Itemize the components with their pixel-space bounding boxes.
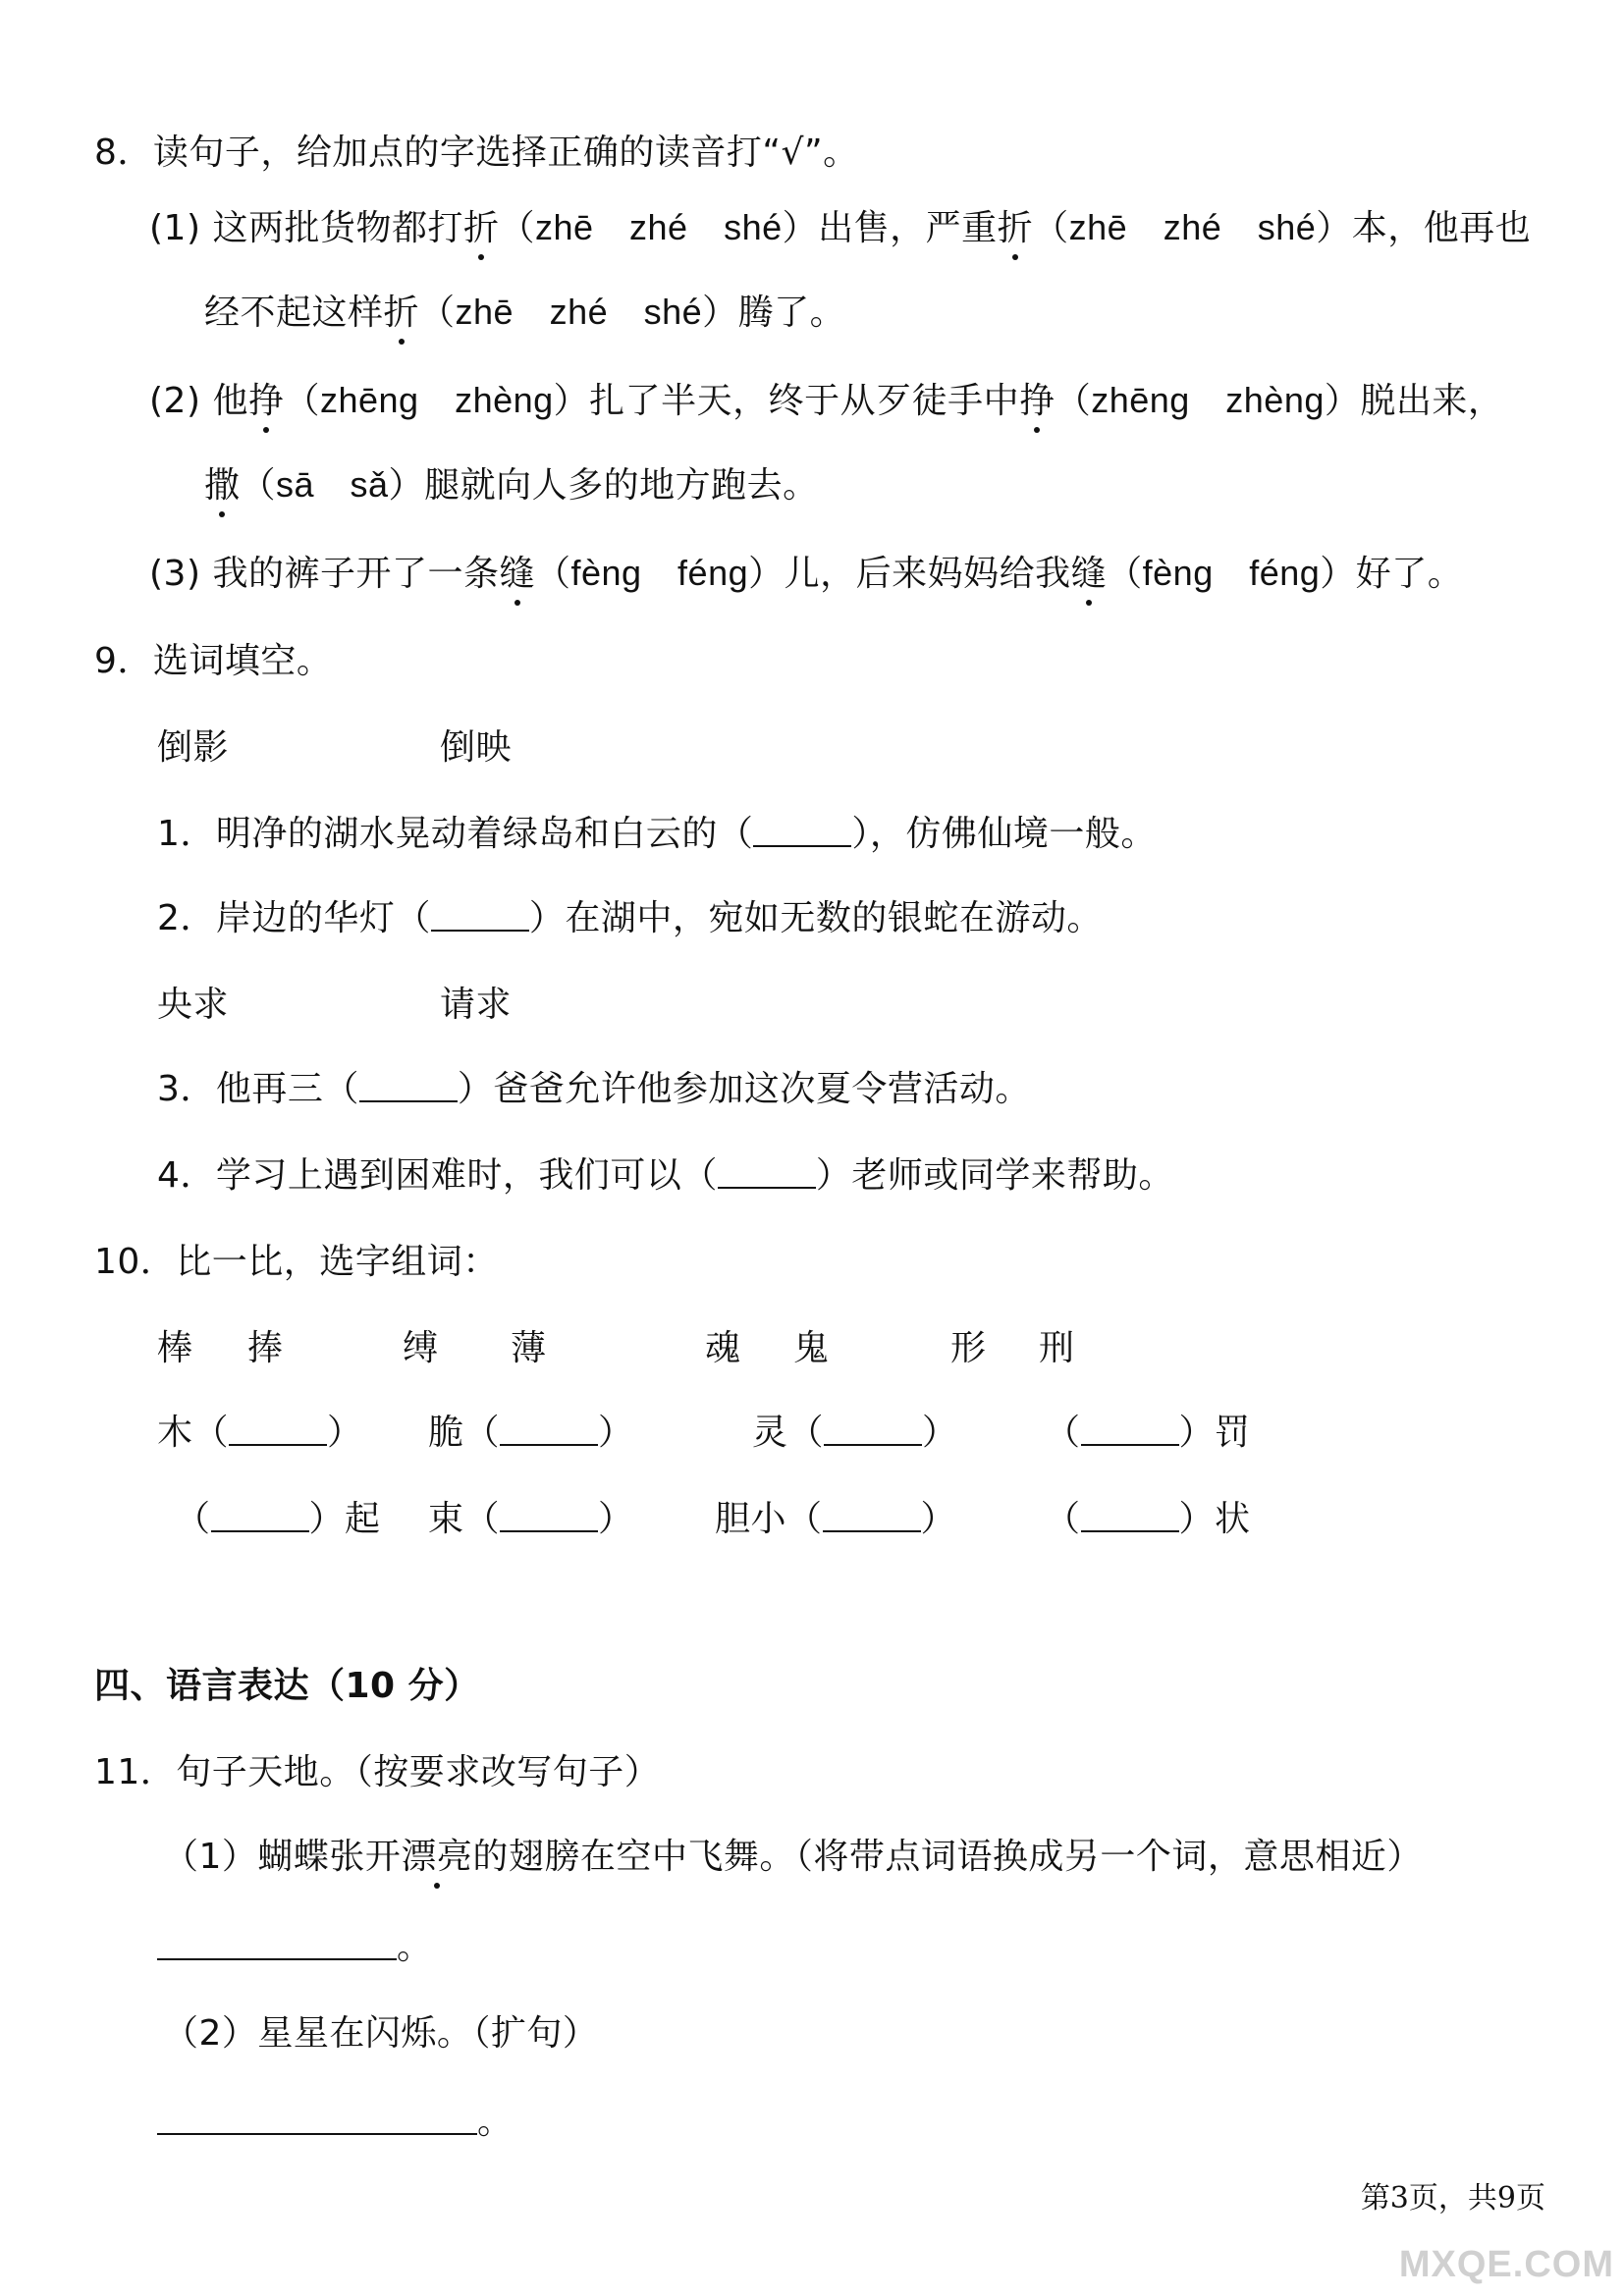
answer-line[interactable]: [157, 2104, 477, 2135]
q9-word-c: 央求: [157, 985, 230, 1025]
q10-char: 薄: [511, 1328, 547, 1368]
q10-r1-a: 木（ ）: [157, 1413, 363, 1453]
q8-p2-num: (2): [149, 381, 201, 421]
answer-blank[interactable]: [211, 1501, 309, 1532]
q8-p2-line1: (2) 他挣（zhēng zhèng）扎了半天，终于从歹徒手中挣（zhēng zhèng）脱出来，: [149, 377, 1503, 425]
q8-p3-num: (3): [149, 554, 201, 594]
q9-word-d: 请求: [440, 985, 513, 1025]
pinyin-options[interactable]: （zhē zhé shé）: [1033, 207, 1352, 247]
answer-blank[interactable]: [1081, 1415, 1179, 1446]
q11-answer-2: 。: [157, 2099, 514, 2146]
dotted-char: 折: [463, 205, 500, 252]
q10-r2-a: （ ）起: [175, 1499, 381, 1539]
dotted-char: 折: [998, 205, 1034, 252]
dotted-char: 撒: [204, 462, 241, 509]
pinyin-options[interactable]: （zhē zhé shé）: [499, 207, 819, 247]
q8-p3-line1: (3) 我的裤子开了一条缝（fèng féng）儿，后来妈妈给我缝（fèng féng）好了。: [149, 550, 1463, 598]
q10-char: 捧: [247, 1328, 284, 1368]
q11-title: 11．句子天地。（按要求改写句子）: [94, 1752, 661, 1792]
q9-sentence-1: 1．明净的湖水晃动着绿岛和白云的（ ），仿佛仙境一般。: [157, 814, 1157, 854]
dotted-char: 挣: [248, 378, 285, 425]
watermark: MXQE.COM: [1398, 2244, 1614, 2285]
answer-blank[interactable]: [823, 1501, 921, 1532]
answer-blank[interactable]: [824, 1415, 922, 1446]
pinyin-options[interactable]: （zhēng zhèng）: [1055, 380, 1361, 420]
dotted-word: 漂亮: [401, 1837, 472, 1877]
pinyin-options[interactable]: （zhē zhé shé）: [419, 292, 738, 332]
q10-title: 10．比一比，选字组词：: [94, 1242, 499, 1282]
q10-r1-b: 脆（ ）: [428, 1413, 634, 1453]
q10-r1-c: 灵（ ）: [752, 1413, 958, 1453]
q11-answer-1: 。: [157, 1924, 433, 1971]
answer-blank[interactable]: [753, 816, 851, 847]
q11-p1: （1）蝴蝶张开漂亮的翅膀在空中飞舞。（将带点词语换成另一个词，意思相近）: [163, 1834, 1423, 1881]
pinyin-options[interactable]: （sā sǎ）: [240, 464, 425, 505]
pinyin-options[interactable]: （fèng féng）: [1107, 553, 1356, 593]
q10-r2-d: （ ）状: [1045, 1499, 1251, 1539]
q9-title: 9．选词填空。: [94, 641, 333, 681]
q9-sentence-4: 4．学习上遇到困难时，我们可以（ ）老师或同学来帮助。: [157, 1155, 1174, 1196]
answer-blank[interactable]: [500, 1415, 598, 1446]
answer-blank[interactable]: [718, 1157, 816, 1189]
answer-blank[interactable]: [500, 1501, 598, 1532]
q10-char: 缚: [403, 1328, 439, 1368]
answer-blank[interactable]: [431, 900, 529, 932]
q10-r2-c: 胆小（ ）: [715, 1499, 957, 1539]
q8-p1-line2: 经不起这样折（zhē zhé shé）腾了。: [204, 289, 845, 337]
q10-r1-d: （ ）罚: [1045, 1413, 1251, 1453]
answer-blank[interactable]: [1081, 1501, 1179, 1532]
q8-p2-line2: 撒（sā sǎ）腿就向人多的地方跑去。: [204, 461, 819, 509]
dotted-char: 缝: [1071, 551, 1108, 598]
q10-char: 刑: [1039, 1328, 1075, 1368]
q11-p2: （2）星星在闪烁。（扩句）: [163, 2013, 599, 2054]
answer-blank[interactable]: [229, 1415, 327, 1446]
answer-line[interactable]: [157, 1929, 397, 1960]
q9-word-b: 倒映: [440, 727, 513, 768]
pinyin-options[interactable]: （fèng féng）: [534, 553, 785, 593]
section-heading: 四、语言表达（10 分）: [94, 1666, 480, 1706]
q10-r2-b: 束（ ）: [428, 1499, 634, 1539]
answer-blank[interactable]: [359, 1071, 458, 1102]
dotted-char: 挣: [1019, 378, 1056, 425]
pinyin-options[interactable]: （zhēng zhèng）: [284, 380, 590, 420]
q10-char: 魂: [705, 1328, 741, 1368]
q9-sentence-3: 3．他再三（ ）爸爸允许他参加这次夏令营活动。: [157, 1069, 1031, 1109]
page-number: 第3页，共9页: [1360, 2181, 1545, 2216]
q8-title: 8．读句子，给加点的字选择正确的读音打“√”。: [94, 133, 859, 173]
q10-char: 形: [950, 1328, 987, 1368]
q10-char: 棒: [157, 1328, 193, 1368]
q9-sentence-2: 2．岸边的华灯（ ）在湖中，宛如无数的银蛇在游动。: [157, 898, 1103, 938]
q9-word-a: 倒影: [157, 727, 230, 768]
q10-char: 鬼: [793, 1328, 830, 1368]
dotted-char: 折: [384, 290, 420, 337]
q8-p1-line1: (1) 这两批货物都打折（zhē zhé shé）出售，严重折（zhē zhé shé）本，他再也: [149, 204, 1531, 252]
dotted-char: 缝: [499, 551, 535, 598]
q8-p1-num: (1): [149, 208, 201, 248]
